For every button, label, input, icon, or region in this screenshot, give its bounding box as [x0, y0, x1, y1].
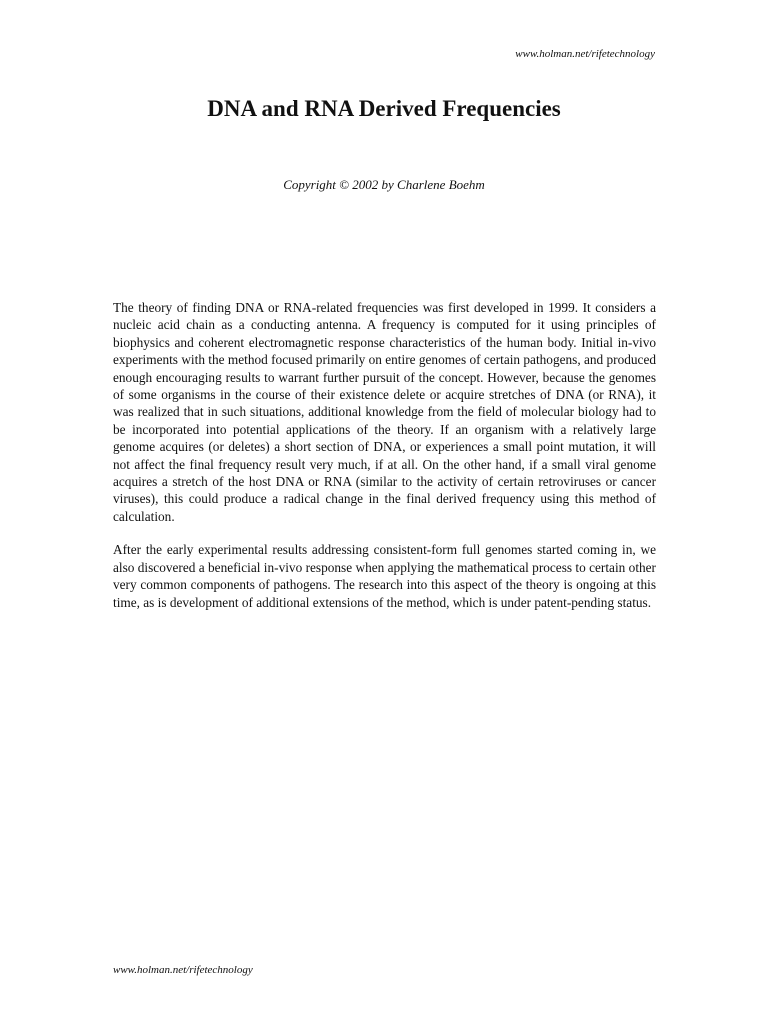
footer-url: www.holman.net/rifetechnology: [113, 964, 253, 976]
paragraph-2: After the early experimental results addressing consistent-form full genomes started coming in, we also discovered a beneficial in-vivo response when applying the mathematical process to certain other very common components of pathogens. The research into this aspect of the theory is ongoing at this time, as is development of additional extensions of the method, which is under patent-pending status.: [113, 542, 656, 610]
document-title: DNA and RNA Derived Frequencies: [207, 96, 561, 121]
paragraph-1: The theory of finding DNA or RNA-related frequencies was first developed in 1999. It considers a nucleic acid chain as a conducting antenna. A frequency is computed for it using principles of biophysics and coherent electromagnetic response characteristics of the human body. Initial in-vivo experiments with the method focused primarily on entire genomes of certain pathogens, and produced enough encouraging results to warrant further pursuit of the concept. However, because the genomes of some organisms in the course of their existence delete or acquire stretches of DNA (or RNA), it was realized that in such situations, additional knowledge from the field of molecular biology had to be incorporated into potential applications of the theory. If an organism with a relatively large genome acquires (or deletes) a short section of DNA, or experiences a small point mutation, it will not affect the final frequency result very much, if at all. On the other hand, if a small viral genome acquires a stretch of the host DNA or RNA (similar to the activity of certain retroviruses or cancer viruses), this could produce a radical change in the final derived frequency using this method of calculation.: [113, 300, 656, 524]
header-url: www.holman.net/rifetechnology: [515, 48, 655, 60]
document-body: [113, 299, 656, 627]
copyright-line: Copyright © 2002 by Charlene Boehm: [283, 177, 485, 192]
